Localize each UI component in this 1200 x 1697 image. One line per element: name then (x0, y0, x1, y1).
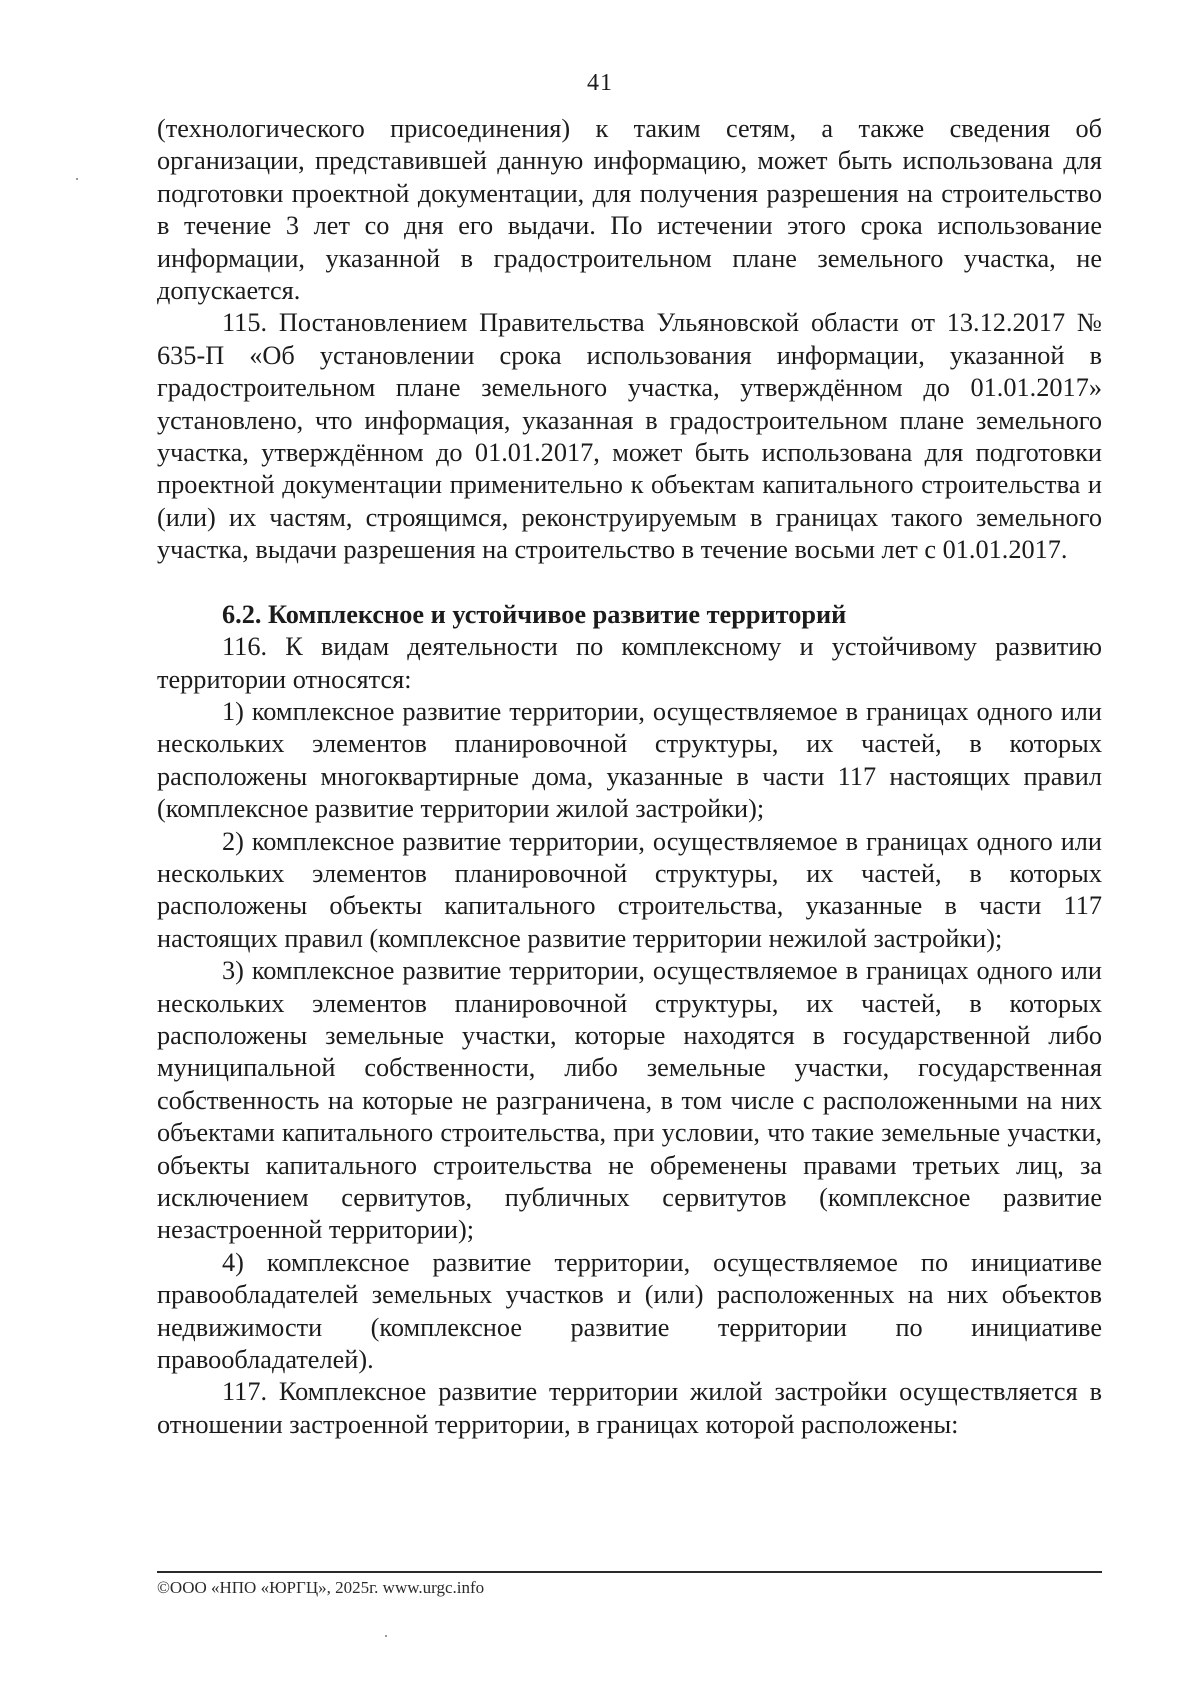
document-body (157, 113, 1102, 1441)
paragraph-continued: (технологического присоединения) к таким сетям, а также сведения об организации, представившей данную информацию, может быть использована для подготовки проектной документации, для получения разрешения на строительство в течение 3 лет со дня его выдачи. По истечении этого срока использование информации, указанной в градостроительном плане земельного участка, не допускается. (157, 114, 1102, 306)
footer-copyright: ©ООО «НПО «ЮРГЦ», 2025г. www.urgc.info (157, 1578, 485, 1597)
list-item-2: 2) комплексное развитие территории, осуществляемое в границах одного или нескольких элементов планировочной структуры, их частей, в которых расположены объекты капитального строительства, указанные в части 117 настоящих правил (комплексное развитие территории нежилой застройки); (157, 826, 1102, 953)
footer-divider (157, 1571, 1102, 1573)
section-heading: 6.2. Комплексное и устойчивое развитие территорий (222, 599, 847, 629)
list-item-4: 4) комплексное развитие территории, осуществляемое по инициативе правообладателей земельных участков и (или) расположенных на них объектов недвижимости (комплексное развитие территории по инициативе правообладателей). (157, 1247, 1102, 1375)
paragraph-116: 116. К видам деятельности по комплексному и устойчивому развитию территории относятся: (157, 632, 1102, 694)
list-item-1: 1) комплексное развитие территории, осуществляемое в границах одного или нескольких элементов планировочной структуры, их частей, в которых расположены многоквартирные дома, указанные в части 117 настоящих правил (комплексное развитие территории жилой застройки); (157, 696, 1102, 824)
paragraph-115: 115. Постановлением Правительства Ульяновской области от 13.12.2017 № 635-П «Об установлении срока использования информации, указанной в градостроительном плане земельного участка, утверждённом до 01.01.2017» установлено, что информация, указанная в градостроительном плане земельного участка, утверждённом до 01.01.2017, может быть использована для подготовки проектной документации применительно к объектам капитального строительства и (или) их частям, строящимся, реконструируемым в границах такого земельного участка, выдачи разрешения на строительство в течение восьми лет с 01.01.2017. (157, 308, 1102, 565)
paragraph-117: 117. Комплексное развитие территории жилой застройки осуществляется в отношении застроенной территории, в границах которой расположены: (157, 1377, 1102, 1439)
list-item-3: 3) комплексное развитие территории, осуществляемое в границах одного или нескольких элементов планировочной структуры, их частей, в которых расположены земельные участки, которые находятся в государственной либо муниципальной собственности, либо земельные участки, государственная собственность на которые не разграничена, в том числе с расположенными на них объектами капитального строительства, при условии, что такие земельные участки, объекты капитального строительства не обременены правами третьих лиц, за исключением сервитутов, публичных сервитутов (комплексное развитие незастроенной территории); (157, 956, 1102, 1245)
scan-speck (385, 1635, 387, 1637)
scan-speck (76, 178, 78, 180)
page-number: 41 (587, 70, 613, 96)
